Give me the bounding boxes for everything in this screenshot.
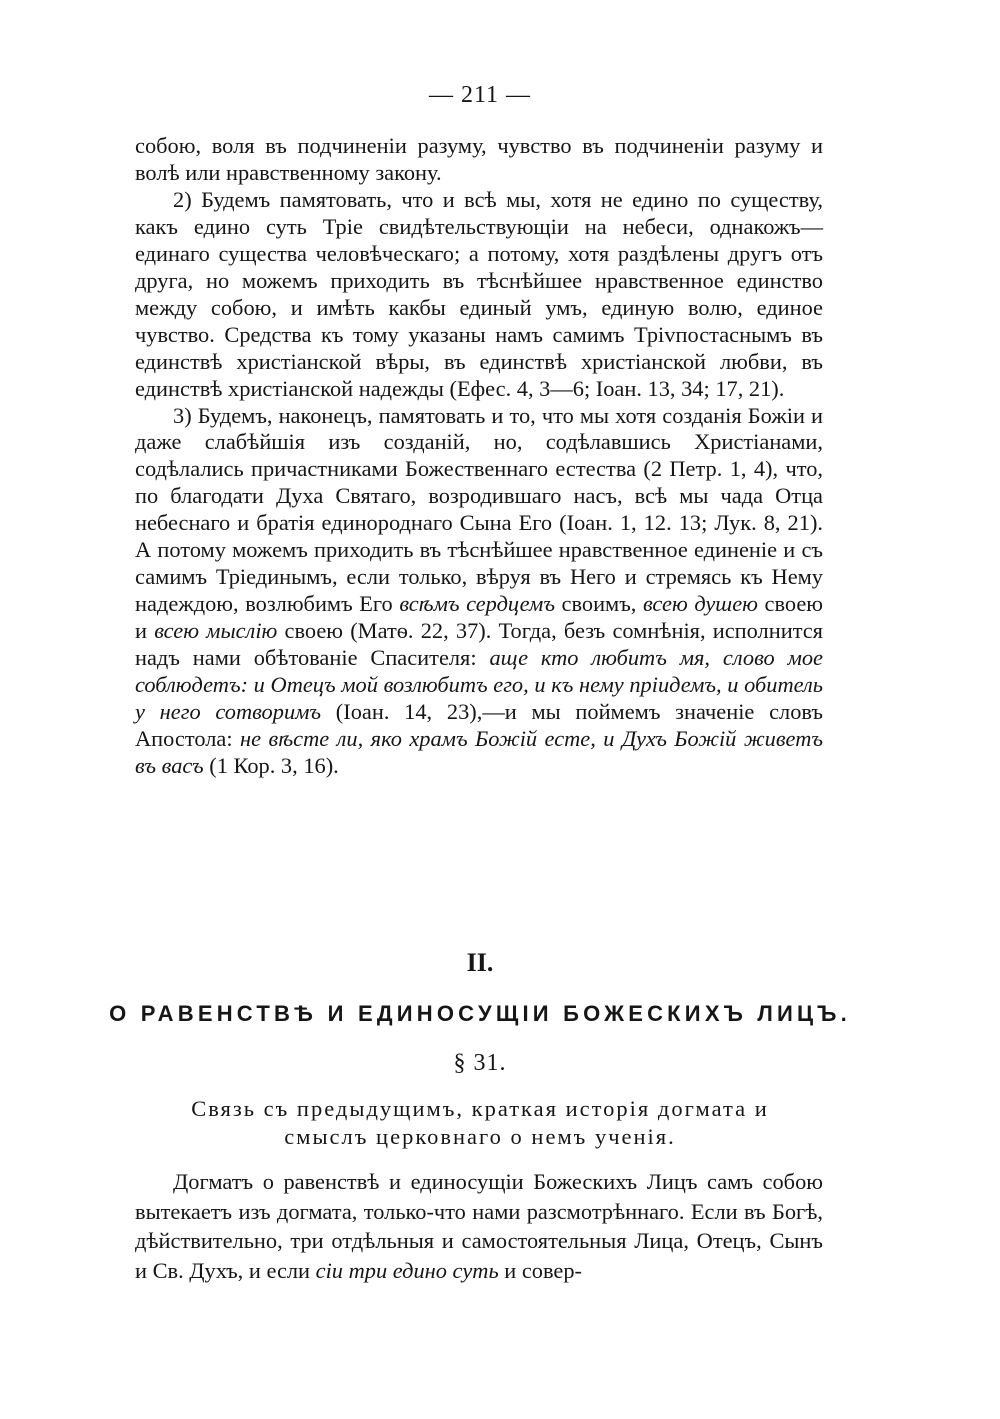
section-numeral: II. (466, 948, 494, 977)
paragraph-3-text: своимъ, (554, 591, 643, 617)
paragraph-3 (135, 403, 823, 780)
top-text-block (135, 133, 823, 780)
paragraph-dogma-text: и совер- (498, 1257, 582, 1283)
subtitle-line-2: смыслъ церковнаго о немъ ученія. (284, 1124, 676, 1149)
italic-quote: всѣмъ сердцемъ (399, 591, 555, 617)
paragraph-3-text: (Іоан. 14, 23),—и мы поймемъ значеніе словъ Апостола: (135, 699, 823, 751)
italic-quote: всею мыслію (154, 618, 278, 644)
page-number: — 211 — (428, 82, 532, 108)
italic-quote: всею душею (642, 591, 758, 617)
italic-quote: не вѣсте ли, яко храмъ Божій есте, и Духъ Божій живетъ въ васъ (135, 725, 823, 778)
italic-quote: аще кто любитъ мя, слово мое соблюдетъ: и Отецъ мой возлюбитъ его, и къ нему пріидемъ, и обитель у него сотворимъ (135, 645, 823, 725)
paragraph-2: 2) Будемъ памятовать, что и всѣ мы, хотя не едино по существу, какъ едино суть Тріе свидѣтельствующіи на небеси, однакожъ—единаго существа человѣческаго; а потому, хотя раздѣлены другъ отъ друга, но можемъ приходить въ тѣснѣйшее нравственное единство между собою, и имѣть какбы единый умъ, единую волю, единое чувство. Средства къ тому указаны намъ самимъ Тріvпостаснымъ въ единствѣ христіанской вѣры, въ единствѣ христіанской любви, въ единствѣ христіанской надежды (Ефес. 4, 3—6; Іоан. 13, 34; 17, 21). (135, 186, 823, 401)
section-heading: О РАВЕНСТВѢ И ЕДИНОСУЩІИ БОЖЕСКИХЪ ЛИЦЪ. (109, 1001, 851, 1026)
subtitle-line-1: Связь съ предыдущимъ, краткая исторія догмата и (191, 1096, 769, 1121)
paragraph-dogma (135, 1167, 823, 1285)
paragraph-3-text: (1 Кор. 3, 16). (203, 752, 339, 778)
bottom-text-block (135, 1167, 823, 1285)
paragraph-3-text: своею и (135, 591, 823, 644)
paragraph-3-text: своею (Матѳ. 22, 37). Тогда, безъ сомнѣнія, исполнится надъ нами обѣтованіе Спасителя: (135, 618, 823, 671)
paragraph-continuation: собою, воля въ подчиненіи разуму, чувство въ подчиненіи разуму и волѣ или нравственному закону. (135, 133, 823, 185)
italic-quote: сіи три едино суть (315, 1257, 499, 1283)
section-subtitle (0, 1095, 960, 1151)
paragraph-number: § 31. (453, 1050, 507, 1076)
paragraph-3-text: 3) Будемъ, наконецъ, памятовать и то, что мы хотя созданія Божіи и даже слабѣйшія изъ созданій, но, содѣлавшись Христіанами, содѣлались причастниками Божественнаго естества (2 Петр. 1, 4), что, по благодати Духа Святаго, возродившаго насъ, всѣ мы чада Отца небеснаго и братія единороднаго Сына Его (Іоан. 1, 12. 13; Лук. 8, 21). А потому можемъ приходить въ тѣснѣйшее нравственное единеніе и съ самимъ Тріединымъ, если только, вѣруя въ Него и стремясь къ Нему надеждою, возлюбимъ Его (135, 402, 823, 617)
paragraph-dogma-text: Догматъ о равенствѣ и единосущіи Божескихъ Лицъ самъ собою вытекаетъ изъ догмата, только-что нами разсмотрѣннаго. Если въ Богѣ, дѣйствительно, три отдѣльныя и самостоятельныя Лица, Отецъ, Сынъ и Св. Духъ, и если (135, 1169, 823, 1283)
